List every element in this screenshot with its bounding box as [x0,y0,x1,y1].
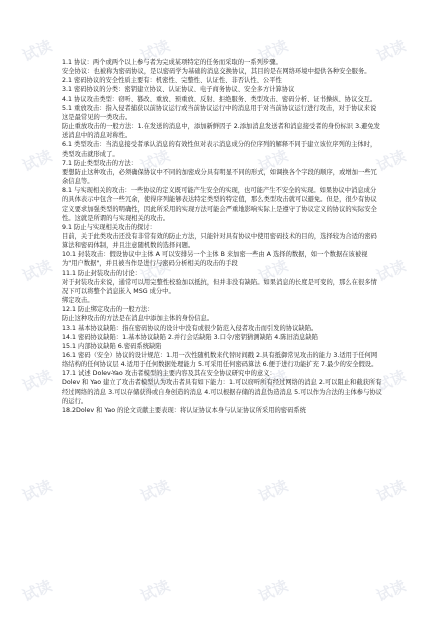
watermark-text: 试读 [373,256,409,286]
watermark-text: 试读 [19,36,55,66]
paragraph: 8.1 与实现相关的攻击：一些协议的定义既可能产生安全的实现，也可能产生不安全的实现。如果协议中消息成分的具体表示中包含一些冗余，使得序列能够表达特定类型的特定值，那么类型攻击就可以避免。但是，很少有协议定义要求加强类型的明确性，因此所采用的实现方法可能会严重地影响实际上是遵守了协议定义的协议的实际安全性。这就是所谓的与实现相关的攻击。 [62,187,377,222]
paragraph: 防止这种攻击的方法是在消息中添加主体的身份信息。 [62,315,214,323]
paragraph: 防止重放攻击的一般方法：1.在发送的消息中，添加新鲜因子 2.添加消息发送者和消息接受者的身份标识 3.避免发送消息中的消息对称性。 [62,123,380,140]
watermark-text: 试读 [373,576,409,606]
watermark-text: 试读 [373,366,409,396]
paragraph: 15.1 内部协议缺陷 6.密码系统缺陷 [62,342,162,350]
watermark-text: 试读 [373,146,409,176]
paragraph: 17.1 试述 Dolev-Yao 攻击者模型的主要内容及其在安全协议研究中的意义： [62,370,276,378]
paragraph: 4.1 协议攻击类型：窃听、篡改、重放、预重放、反射、拒绝服务、类型攻击、密码分析、证书操纵、协议交互。 [62,95,377,103]
paragraph: 13.1 基本协议缺陷：指在密码协议的设计中没有或很少防范入侵者攻击而引发的协议缺陷。 [62,324,318,332]
paragraph: 3.1 密码协议的分类：密钥建立协议、认证协议、电子商务协议、安全多方计算协议 [62,86,295,94]
paragraph: 12.1 防止绑定攻击的一般方法： [62,306,154,314]
paragraph: 11.1 防止封装攻击的讨论： [62,269,141,277]
paragraph: 对于封装攻击来说，通常可以用完整性校验加以抵抗，但并非没有缺陷。如果消息的长度是可变的，那么在很多情况下可以将整个消息嵌入 MSG 成分中。 [62,278,377,295]
watermark-text: 试读 [137,576,173,606]
watermark-text: 试读 [137,476,173,506]
watermark-text: 试读 [255,256,291,286]
watermark-text: 试读 [137,36,173,66]
watermark-text: 试读 [373,36,409,66]
paragraph: Dolev 和 Yao 建立了攻击者模型认为攻击者具有如下能力：1.可以窃听所有经过网络的消息 2.可以阻止和截获所有经过网络的消息 3.可以存储获得或自身创造的消息 4.可以根据存储的消息伪造消息 5.可以作为合法的主体参与协议的运行。 [62,379,382,405]
watermark-text: 试读 [19,476,55,506]
watermark-text: 试读 [255,146,291,176]
watermark-text: 试读 [137,366,173,396]
document-body [62,58,382,415]
paragraph: 9.1 防止与实现相关攻击的探讨： [62,223,156,231]
paragraph: 1.1 协议：两个或两个以上参与者为完成某项特定的任务而采取的一系列步骤。 [62,59,282,66]
paragraph: 14.1 密码协议缺陷：1.基本协议缺陷 2.并行会话缺陷 3.口令/密钥猜测缺陷 4.陈旧消息缺陷 [62,333,318,341]
paragraph: 目前，关于此类攻击还没有非常有效的防止方法，只能针对具有协议中使用密码技术的目的，选择较为合适的密码算法和密码体制，并且注意随机数的选择问题。 [62,232,377,250]
watermark-text: 试读 [255,576,291,606]
watermark-text: 试读 [19,366,55,396]
watermark-text: 试读 [19,146,55,176]
paragraph: 2.1 密码协议的安全性质主要有：机密性、完整性、认证性、非否认性、公平性 [62,77,282,85]
paragraph: 安全协议：也被称为密码协议，是以密码学为基础的消息交换协议，其目的是在网络环境中提供各种安全服务。 [62,68,371,76]
paragraph: 要想防止这种攻击，必须确保协议中不同的加密成分具有明显不同的形式，如调换各个字段的顺序，或增加一些冗余信息等。 [62,168,377,186]
watermark-text: 试读 [137,146,173,176]
paragraph: 绑定攻击。 [62,297,94,305]
watermark-text: 试读 [255,36,291,66]
watermark-text: 试读 [19,256,55,286]
paragraph: 7.1 防止类型攻击的方法： [62,159,137,167]
paragraph: 18.2Dolev 和 Yao 的论文贡献主要表现：将认证协议本身与认证协议所采用的密码系统 [62,406,306,414]
paragraph: 5.1 重放攻击：指入侵者捕获以前协议运行或当前协议运行中的消息用于对当前协议运行进行攻击，对于协议来说这是最常见的一类攻击。 [62,104,377,121]
watermark-text: 试读 [19,576,55,606]
watermark-text: 试读 [255,476,291,506]
watermark-text: 试读 [373,476,409,506]
watermark-text: 试读 [137,256,173,286]
paragraph: 6.1 类型攻击：当消息接受者承认消息的有效性但对表示消息成分的位序列的解释不同于建立该位序列的主体时，类型攻击就形成了。 [62,141,377,158]
paragraph: 10.1 封装攻击：假设协议中主体 A 可以安排另一个主体 B 来加密一些由 A 选择的数据，如一个数据在该被视为"用户数据"，并且被当作是进行与密码分析相关的攻击的手段 [62,251,368,268]
paragraph: 16.1 密码（安全）协议的设计规范：1.用一次性随机数来代替时间戳 2.具有抵御常见攻击的能力 3.适用于任何网络结构的任何协议层 4.适用于任何数据处理能力 5.可采用任何密码算法 6.便于进行功能扩充 7.最少的安全假设。 [62,352,378,369]
watermark-text: 试读 [255,366,291,396]
